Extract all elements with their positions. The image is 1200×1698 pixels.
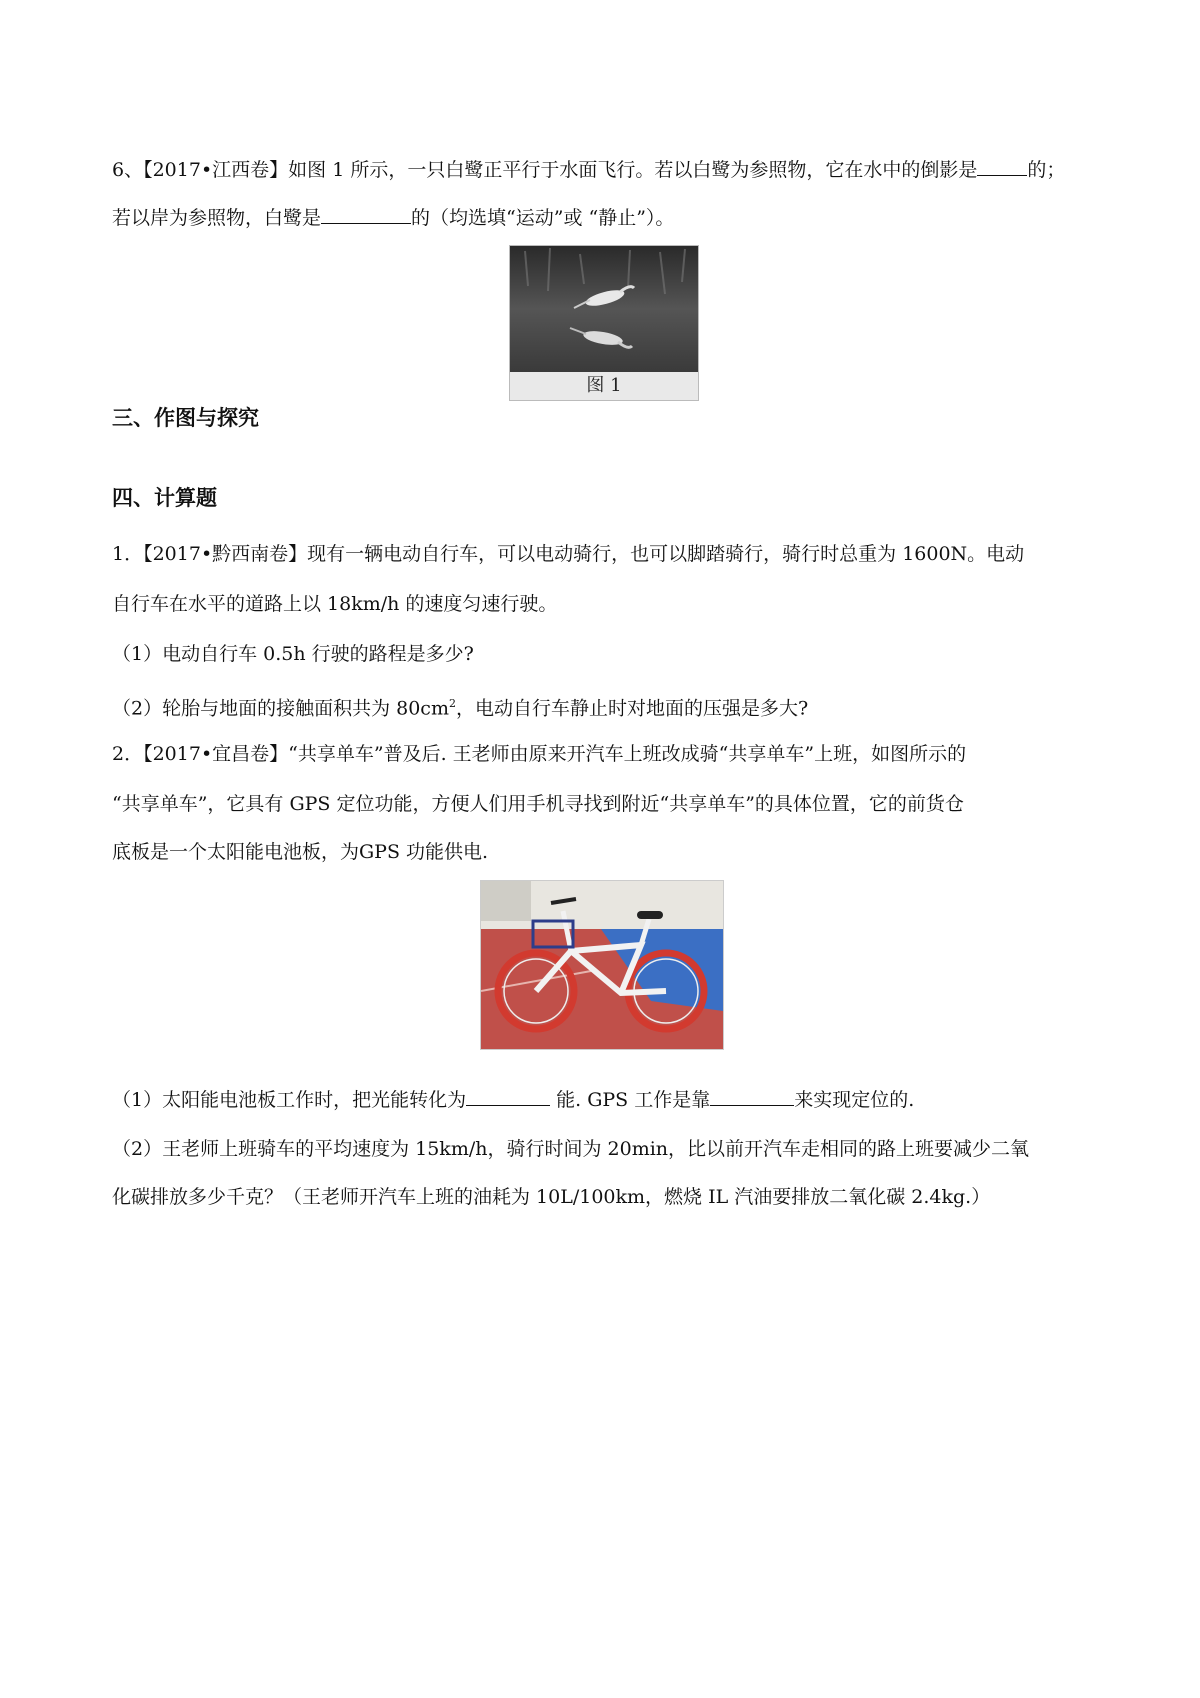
calc1-sub-1: （1）电动自行车 0.5h 行驶的路程是多少? — [112, 643, 474, 665]
egret-figure — [509, 245, 699, 401]
q6-blank-2[interactable] — [321, 203, 411, 224]
calc1-line-2: 自行车在水平的道路上以 18km/h 的速度匀速行驶。 — [112, 593, 558, 615]
calc2-sub-1 — [112, 1085, 1100, 1114]
q6-text-1a: 6、【2017•江西卷】如图 1 所示，一只白鹭正平行于水面飞行。若以白鹭为参照物，它在水中的倒影是 — [112, 159, 978, 181]
bike-figure — [480, 880, 724, 1050]
egret-photo — [510, 246, 698, 372]
figure-caption: 图 1 — [510, 372, 698, 400]
calc1-sub-2b: ，电动自行车静止时对地面的压强是多大? — [455, 697, 809, 720]
calc2-sub-2-line-2: 化碳排放多少千克？（王老师开汽车上班的油耗为 10L/100km，燃烧 IL 汽油要排放二氧化碳 2.4kg.） — [112, 1186, 991, 1208]
calc2-sub-1a: （1）太阳能电池板工作时，把光能转化为 — [112, 1089, 467, 1111]
calc1-sub-2-sup: 2 — [448, 697, 456, 710]
calc2-line-1: 2．【2017•宜昌卷】“共享单车”普及后. 王老师由原来开汽车上班改成骑“共享单车”上班，如图所示的 — [112, 743, 967, 765]
calc1-sub-2 — [112, 690, 1100, 722]
section-4-title: 四、计算题 — [112, 486, 217, 510]
q6-line-2 — [112, 203, 1100, 232]
q6-blank-1[interactable] — [977, 155, 1027, 176]
calc2-line-3: 底板是一个太阳能电池板，为GPS 功能供电. — [112, 841, 489, 863]
calc1-sub-2a: （2）轮胎与地面的接触面积共为 80cm — [112, 697, 449, 720]
q6-line-1 — [112, 155, 1100, 184]
section-3-title: 三、作图与探究 — [112, 406, 259, 430]
calc2-sub-2-line-1: （2）王老师上班骑车的平均速度为 15km/h，骑行时间为 20min，比以前开汽车走相同的路上班要减少二氧 — [112, 1138, 1030, 1160]
calc2-blank-1[interactable] — [466, 1085, 550, 1106]
q6-text-2a: 若以岸为参照物，白鹭是 — [112, 207, 322, 229]
calc2-line-2: “共享单车”，它具有 GPS 定位功能，方便人们用手机寻找到附近“共享单车”的具体位置，它的前货仓 — [112, 793, 964, 815]
calc2-sub-1c: 来实现定位的. — [794, 1089, 915, 1111]
q6-text-1b: 的； — [1027, 159, 1066, 181]
calc2-blank-2[interactable] — [710, 1085, 794, 1106]
q6-text-2b: 的（均选填“运动”或 “静止”）。 — [411, 207, 675, 229]
bike-photo — [481, 881, 723, 1049]
calc1-line-1: 1．【2017•黔西南卷】现有一辆电动自行车，可以电动骑行，也可以脚踏骑行，骑行时总重为 1600N。电动 — [112, 543, 1025, 565]
calc2-sub-1b: 能. GPS 工作是靠 — [556, 1089, 711, 1111]
